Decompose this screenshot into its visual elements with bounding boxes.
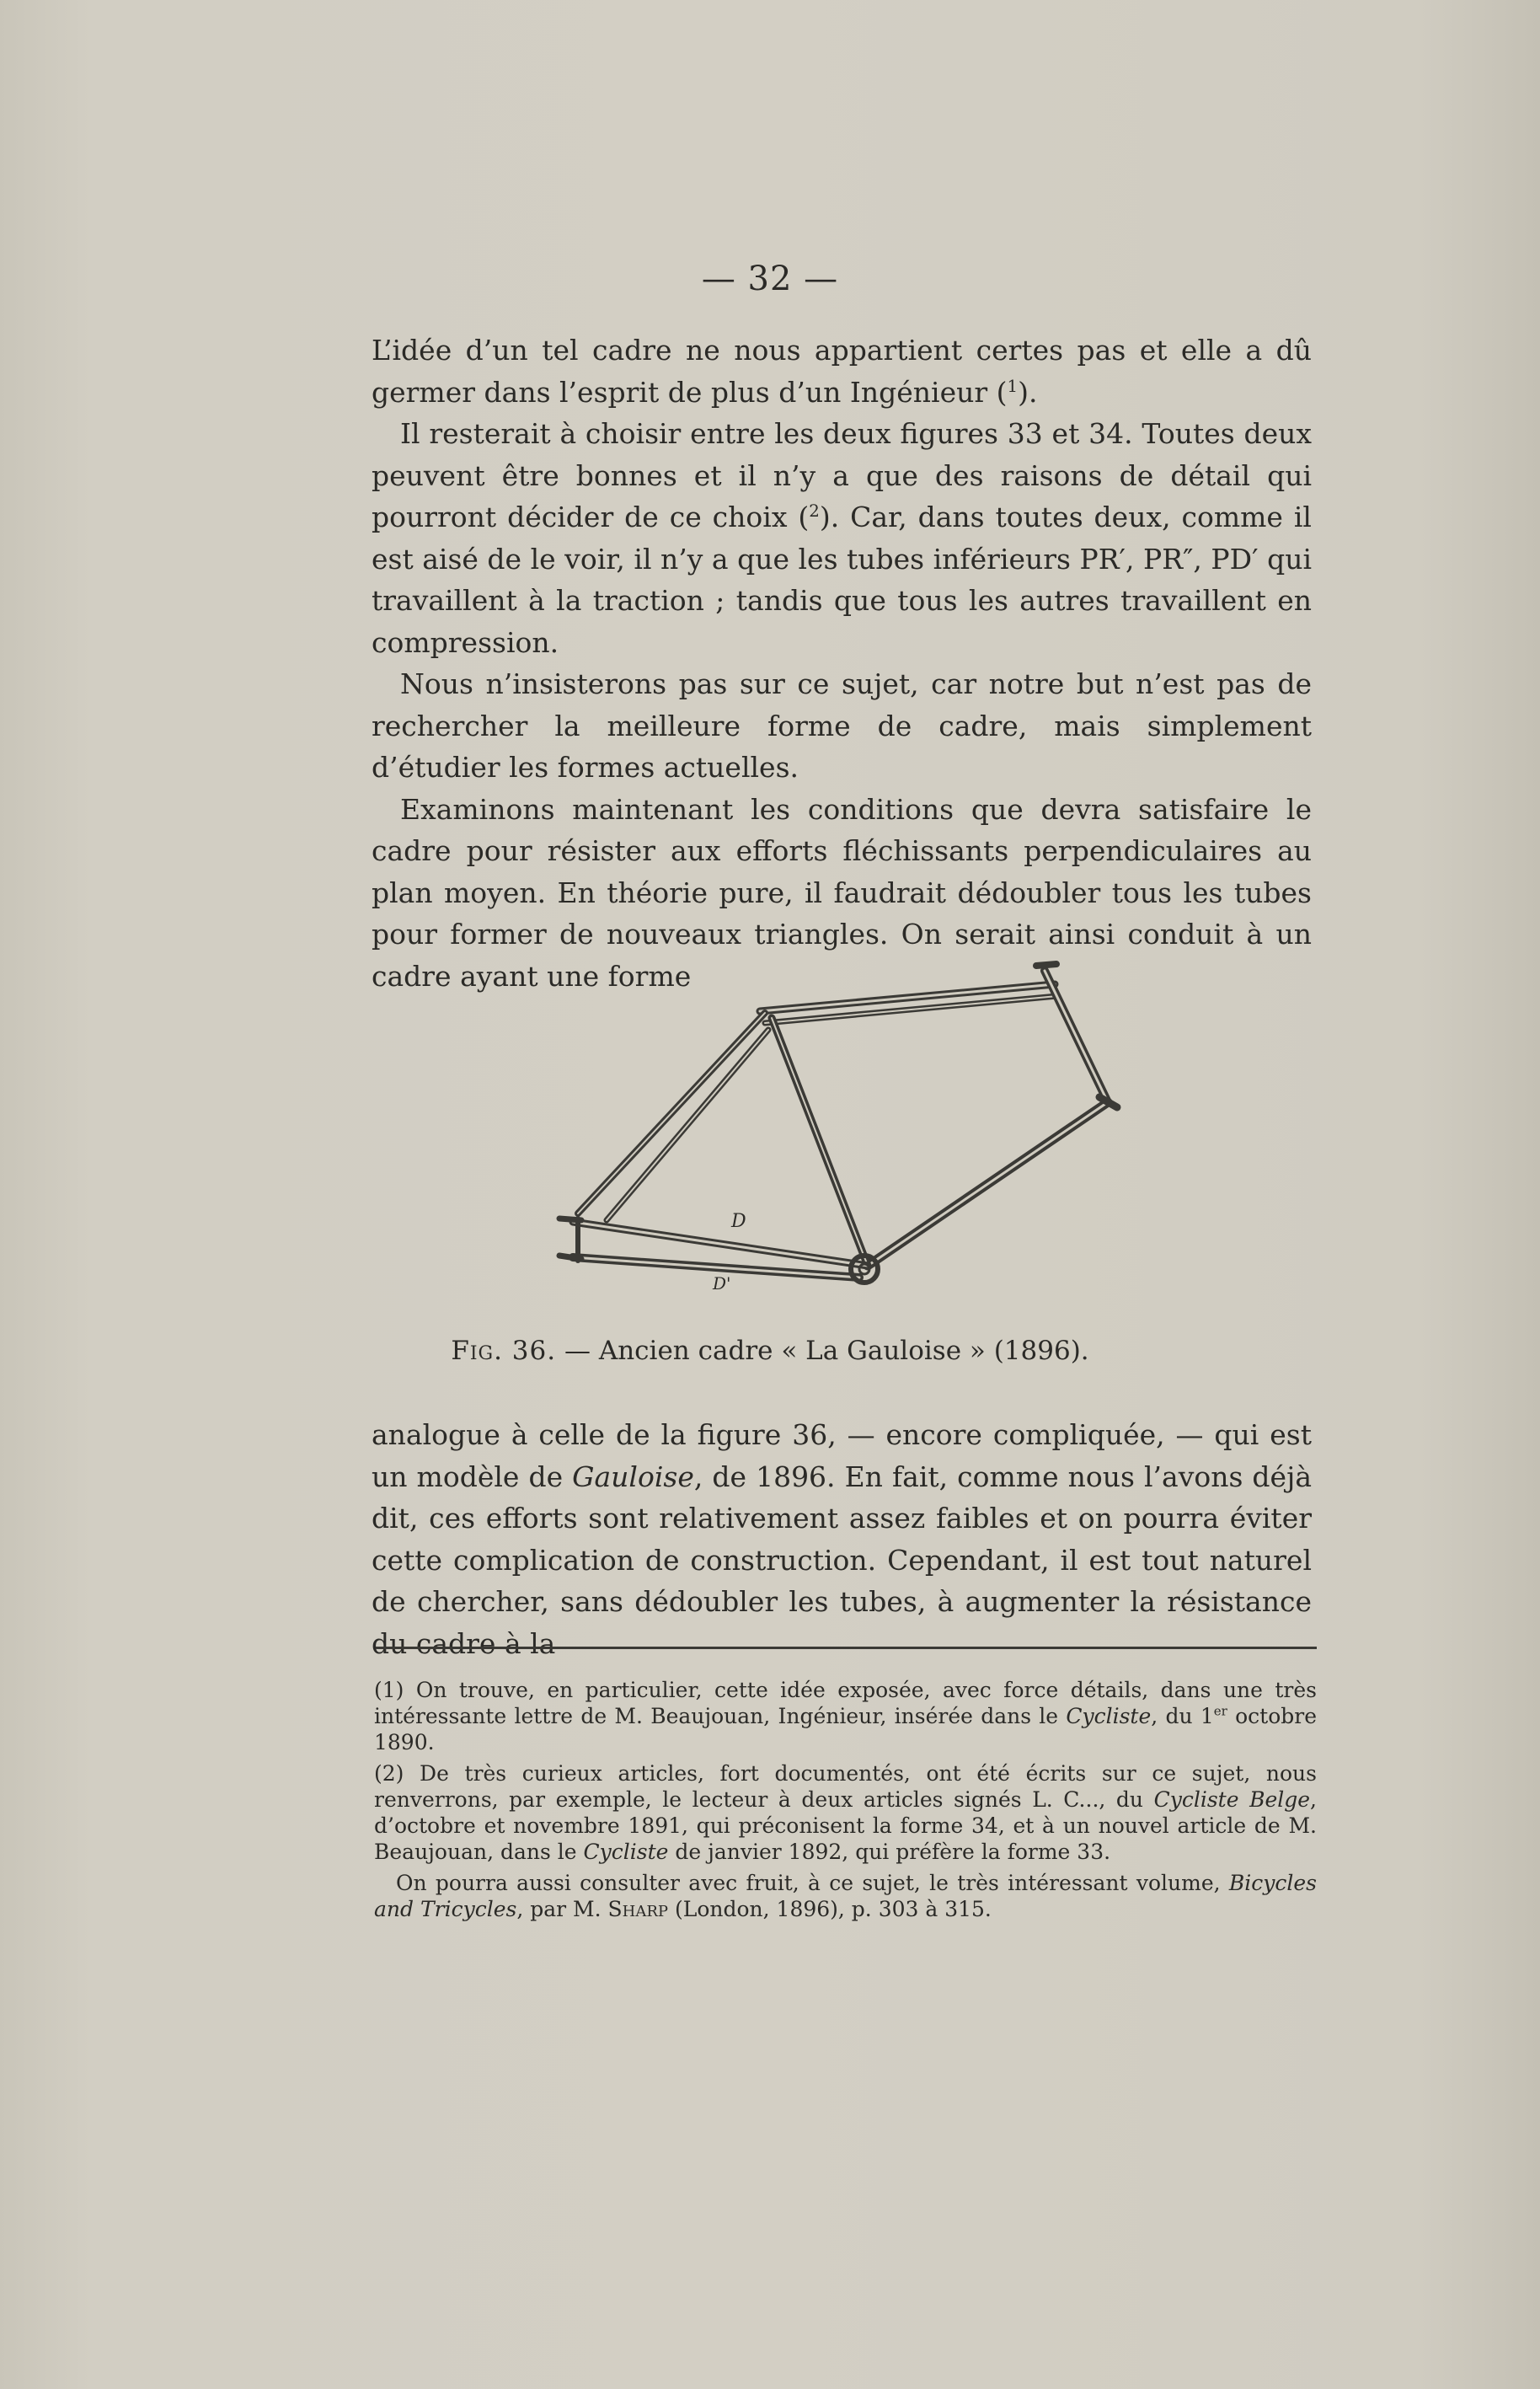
text-run: , de 1896. En fait, comme nous l’avons déjà dit, ces efforts sont relativement assez faibles et on pourra éviter cette complication de construction. Cependant, il est tout naturel de chercher, sans dédoubler les tubes, à augmenter la résistance du cadre à la <box>372 1460 1312 1660</box>
text-run: Gauloise <box>572 1460 694 1493</box>
text-run: L’idée d’un tel cadre ne nous appartient certes pas et elle a dû germer dans l’esprit de plus d’un Ingénieur ( <box>372 334 1312 409</box>
text-run: Il resterait à choisir entre les deux figures 33 et 34. Toutes deux peuvent être bonnes et il n’y a que des raisons de détail qui pourront décider de ce choix ( <box>372 417 1312 533</box>
figure-label-d-prime: D' <box>713 1273 731 1294</box>
text-run: On pourra aussi consulter avec fruit, à ce sujet, le très intéressant volume, <box>396 1871 1229 1895</box>
text-run: Cycliste <box>583 1840 669 1864</box>
bicycle-frame-illustration <box>548 952 1137 1315</box>
text-run: Bicycles and Tricycles <box>374 1871 1317 1921</box>
text-run: Sharp <box>607 1897 669 1921</box>
text-run: Cycliste <box>1066 1704 1152 1728</box>
footnotes-paragraph <box>374 1677 1317 1755</box>
footnotes-paragraph <box>374 1760 1317 1865</box>
text-run: Nous n’insisterons pas sur ce sujet, car notre but n’est pas de rechercher la meilleure forme de cadre, mais simplement d’étudier les formes actuelles. <box>372 667 1312 784</box>
text-run: ). <box>1018 375 1038 409</box>
footnote-reference: 2 <box>809 501 820 521</box>
figure-bicycle-frame <box>548 952 1137 1315</box>
text-run: , par M. <box>516 1897 608 1921</box>
footnote-separator-rule <box>376 1647 1317 1649</box>
text-run: de janvier 1892, qui préfère la forme 33. <box>668 1840 1111 1864</box>
footnotes-paragraph <box>374 1870 1317 1922</box>
text-run: (1) On trouve, en particulier, cette idée exposée, avec force détails, dans une très intéressante lettre de M. Beaujouan, Ingénieur, insérée dans le <box>374 1678 1317 1728</box>
figure-caption <box>0 1336 1540 1366</box>
text-run: Cycliste Belge <box>1153 1787 1311 1812</box>
text-run: , d’octobre et novembre 1891, qui préconisent la forme 34, et à un nouvel article de M. Beaujouan, dans le <box>374 1787 1317 1864</box>
text-run: analogue à celle de la figure 36, — encore compliquée, — qui est un modèle de <box>372 1418 1312 1493</box>
text-run: octobre 1890. <box>374 1704 1317 1754</box>
text-run: , du 1 <box>1151 1704 1214 1728</box>
footnotes <box>374 1677 1317 1927</box>
figure-caption-label: Fig. 36. <box>451 1336 557 1366</box>
paragraphs_top-paragraph <box>372 663 1312 789</box>
text-run: (London, 1896), p. 303 à 315. <box>668 1897 992 1921</box>
paragraphs_top-paragraph <box>372 413 1312 663</box>
text-run: Examinons maintenant les conditions que devra satisfaire le cadre pour résister aux efforts fléchissants perpendiculaires au plan moyen. En théorie pure, il faudrait dédoubler tous les tubes pour former de nouveaux triangles. On serait ainsi conduit à un cadre ayant une forme <box>372 792 1312 993</box>
paragraphs_bottom-paragraph <box>372 1414 1312 1664</box>
body-text-bottom <box>372 1414 1312 1664</box>
text-run: (2) De très curieux articles, fort documentés, ont été écrits sur ce sujet, nous renverrons, par exemple, le lecteur à deux articles signés L. C..., du <box>374 1761 1317 1812</box>
footnote-reference: 1 <box>1007 376 1019 396</box>
figure-label-d: D <box>731 1211 746 1232</box>
figure-caption-text: — Ancien cadre « La Gauloise » (1896). <box>556 1336 1089 1366</box>
page-number: — 32 — <box>701 260 839 298</box>
paragraphs_top-paragraph <box>372 329 1312 413</box>
footnote-reference: er <box>1213 1703 1227 1719</box>
body-text-top <box>372 329 1312 997</box>
text-run: ). Car, dans toutes deux, comme il est aisé de le voir, il n’y a que les tubes inférieurs PR′, PR″, PD′ qui travaillent à la traction ; tandis que tous les autres travaillent en compression. <box>372 501 1312 659</box>
